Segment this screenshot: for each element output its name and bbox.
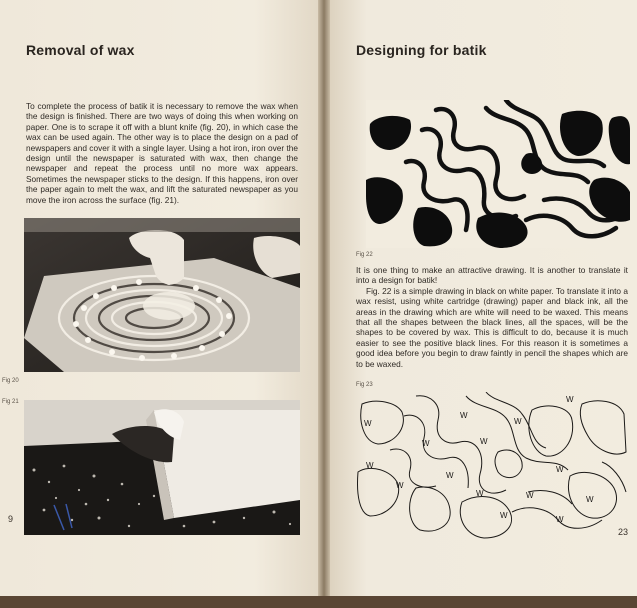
w-marker: W xyxy=(446,471,454,480)
w-marker: W xyxy=(556,515,564,524)
left-page-body xyxy=(26,101,298,205)
right-page-number: 23 xyxy=(618,527,629,537)
right-page-heading: Designing for batik xyxy=(356,42,487,58)
fig-21-photo xyxy=(24,400,300,535)
w-marker: W xyxy=(566,395,574,404)
w-marker: W xyxy=(480,437,488,446)
book-gutter xyxy=(318,0,330,600)
w-marker: W xyxy=(476,489,484,498)
fig-20-photo xyxy=(24,218,300,372)
right-page xyxy=(330,0,637,596)
w-marker: W xyxy=(366,461,374,470)
w-marker: W xyxy=(556,465,564,474)
fig-23-drawing xyxy=(356,392,632,542)
w-marker: W xyxy=(500,511,508,520)
fig-23-caption: Fig 23 xyxy=(356,382,373,388)
fig-20-caption: Fig 20 xyxy=(2,378,19,384)
w-marker: W xyxy=(396,481,404,490)
left-page-number: 9 xyxy=(8,514,14,524)
right-page-body xyxy=(356,265,628,369)
fig-22-caption: Fig 22 xyxy=(356,252,373,258)
left-page xyxy=(0,0,318,596)
fig-22-explanation-paragraph: Fig. 22 is a simple drawing in black on white paper. To translate it into a wax resist, using white cartridge (drawing) paper and black ink, all the areas in the drawing which are white will need to be waxed. This means that all the shapes between the black lines, all the spaces, will be the shapes to be covered by wax. This is difficult to do, because it is much easier to see the positive black lines. For this reason it is sometimes a good idea before you begin to draw faintly in pencil the shapes which are to be waxed. xyxy=(356,285,628,369)
fig-22-drawing xyxy=(366,100,630,248)
intro-paragraph: It is one thing to make an attractive drawing. It is another to translate it into a design for batik! xyxy=(356,265,628,286)
w-marker: W xyxy=(422,439,430,448)
left-page-heading: Removal of wax xyxy=(26,42,135,58)
fig-21-caption: Fig 21 xyxy=(2,399,19,405)
w-marker: W xyxy=(460,411,468,420)
book-bottom-edge xyxy=(0,596,637,608)
wax-removal-paragraph: To complete the process of batik it is necessary to remove the wax when the design is finished. There are two ways of doing this when working on paper. One is to scrape it off with a blunt knife (fig. 20), in which case the wax can be used again. The other way is to place the design on a pad of newspapers and cover it with a single layer. Using a hot iron, iron over the design until the newspaper is saturated with wax, then change the newspaper and repeat the process until no more wax appears. Sometimes the newspaper sticks to the design. If this happens, iron over the paper again to melt the wax, and lift the saturated newspaper as you move the iron across the surface (fig. 21). xyxy=(26,101,298,205)
w-marker: W xyxy=(364,419,372,428)
w-marker: W xyxy=(526,491,534,500)
w-marker: W xyxy=(586,495,594,504)
w-marker: W xyxy=(514,417,522,426)
